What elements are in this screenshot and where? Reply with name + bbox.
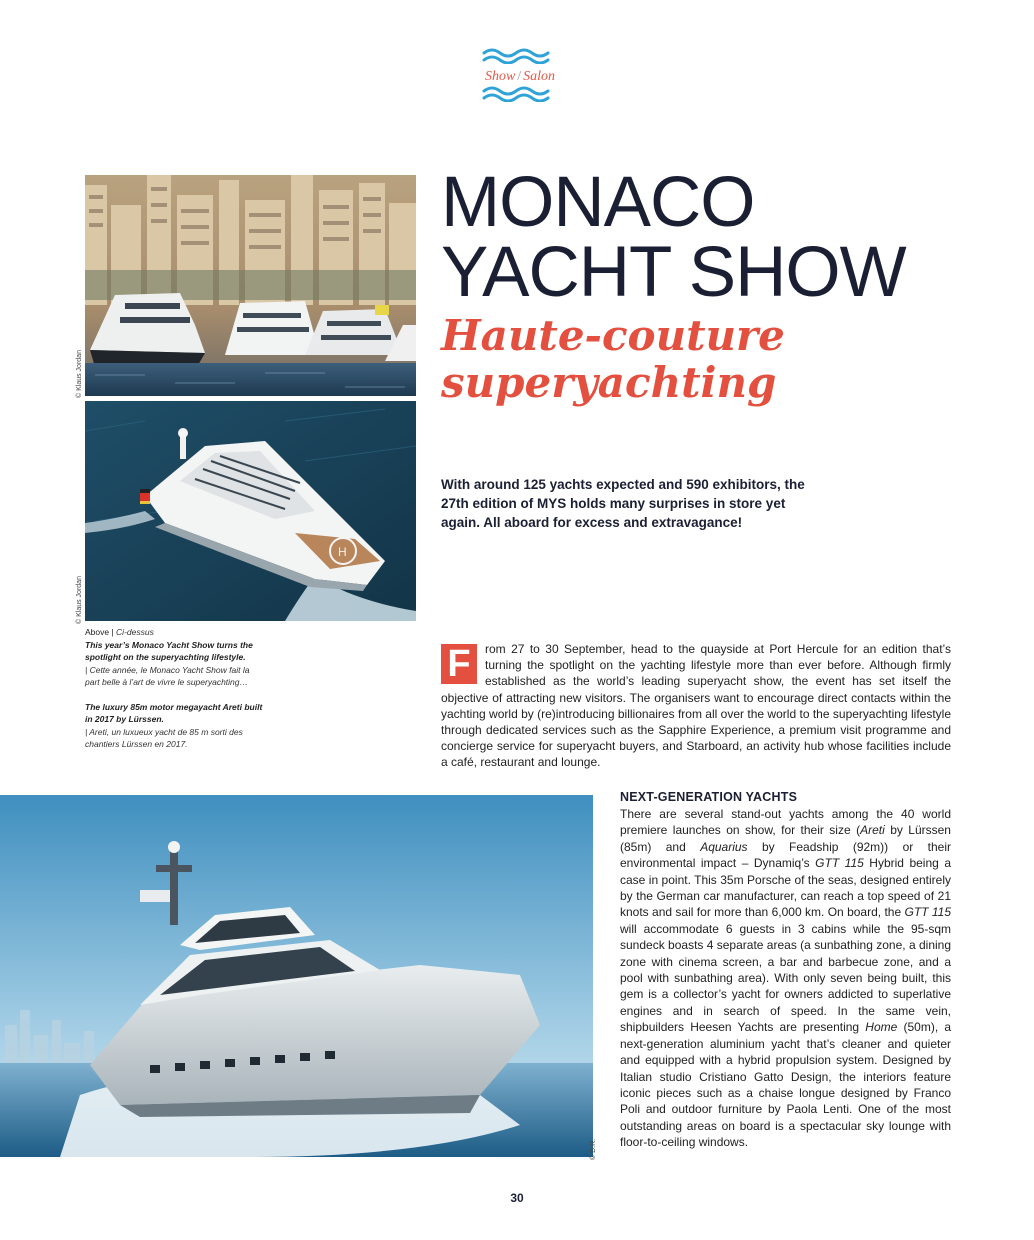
wave-bottom-icon (470, 86, 570, 102)
caption-2-fr: Areti, un luxueux yacht de 85 m sorti des chantiers Lürssen en 2017. (85, 726, 243, 749)
section-fr: Salon (523, 69, 556, 84)
section-en: Show (484, 69, 516, 84)
yacht-name-aquarius: Aquarius (700, 839, 748, 854)
photo-areti-aerial (85, 401, 416, 621)
caption-1-fr-prefix: | (85, 664, 90, 675)
intro-paragraph (441, 641, 951, 771)
subtitle-line-2: superyachting (441, 358, 777, 407)
photo-captions (85, 626, 265, 763)
wave-top-icon (470, 48, 570, 64)
section-slash: / (517, 69, 522, 84)
standfirst: With around 125 yachts expected and 590 exhibitors, the 27th edition of MYS holds many surprises in store yet again. All aboard for excess and extravagance! (441, 477, 805, 530)
caption-1 (85, 639, 265, 689)
gtt115-image (0, 795, 593, 1157)
section-label (470, 69, 570, 85)
caption-2-en: The luxury 85m motor megayacht Areti built in 2017 by Lürssen. (85, 701, 263, 724)
caption-label-fr: Ci-dessus (116, 627, 154, 637)
caption-label-sep: | (109, 627, 117, 637)
areti-image (85, 401, 416, 621)
body-text-5: will accommodate 6 guests in 3 cabins while the 95-sqm sundeck boasts 4 separate areas (a sunbathing zone, a dining zone with cinema screen, a bar and barbecue zone, and a pool with sunbathing area). With only seven being built, this gem is a collector’s yacht for owners addicted to superlative engines and in search of speed. In the same vein, shipbuilders Heesen Yachts are presenting (620, 921, 951, 1035)
body-text-6: (50m), a next-generation aluminium yacht that’s cleaner and quieter and equipped with a hybrid propulsion system. Designed by Italian studio Cristiano Gatto Design, the interiors feature iconic pieces such as a chaise longue designed by Franco Poli and outdoor furniture by Paola Lenti. One of the most outstanding areas on board is a spectacular sky lounge with floor-to-ceiling windows. (620, 1020, 952, 1150)
yacht-name-gtt115: GTT 115 (815, 856, 864, 871)
subtitle-line-1: Haute-couture (441, 311, 785, 360)
photo-gtt115 (0, 795, 593, 1157)
title-line-2: YACHT SHOW (441, 233, 906, 312)
drop-cap: F (441, 644, 477, 684)
section-badge (470, 48, 570, 104)
photo-credit-top: © Klaus Jordan (76, 350, 83, 398)
body-text-4: Hybrid being a case in point. This 35m Porsche of the seas, designed entirely by the German car manufacturer, can reach a top speed of 21 knots and sail for more than 6,000 km. On board, the (620, 856, 951, 920)
article-subtitle (441, 312, 1001, 406)
body-text-1: There are several stand-out yachts among the 40 world premiere launches on show, for their size ( (620, 807, 951, 838)
caption-2 (85, 701, 265, 751)
harbour-image (85, 175, 416, 396)
yacht-name-home: Home (865, 1020, 898, 1035)
caption-2-fr-prefix: | (85, 726, 90, 737)
yacht-name-gtt115-2: GTT 115 (904, 905, 951, 920)
article-title (441, 163, 1001, 312)
photo-credit-bottom: © D.R. (590, 1138, 597, 1160)
section-next-generation (620, 790, 951, 1151)
body-text-2: by Lürssen (85m) and (620, 823, 951, 854)
section-body (620, 806, 951, 1151)
section-heading: NEXT-GENERATION YACHTS (620, 790, 798, 804)
caption-label-en: Above (85, 627, 110, 637)
intro-text: rom 27 to 30 September, head to the quayside at Port Hercule for an edition that’s turning the spotlight on the yachting lifestyle more than ever before. Although firmly established as the world’s leading superyacht show, the event has set itself the objective of attracting new visitors. The organisers want to encourage direct contacts within the yachting world by (re)introducing billionaires from all over the world to the superyachting lifestyle through dedicated services such as the Sapphire Experience, a premium visit programme and concierge service for superyacht buyers, and Starboard, an activity hub whose facilities include a café, restaurant and lounge. (441, 642, 951, 770)
yacht-name-areti: Areti (860, 823, 885, 838)
title-line-1: MONACO (441, 163, 755, 242)
svg-text:H: H (338, 545, 347, 559)
caption-label (85, 626, 265, 639)
page-number: 30 (510, 1191, 524, 1205)
photo-monaco-harbour (85, 175, 416, 396)
caption-1-en: This year’s Monaco Yacht Show turns the spotlight on the superyachting lifestyle. (85, 639, 253, 662)
body-text-3: by Feadship (92m)) or their environmental impact – Dynamiq’s (620, 839, 951, 871)
caption-1-fr: Cette année, le Monaco Yacht Show fait la part belle à l’art de vivre le superyachting… (85, 664, 250, 687)
photo-credit-middle: © Klaus Jordan (76, 576, 83, 624)
